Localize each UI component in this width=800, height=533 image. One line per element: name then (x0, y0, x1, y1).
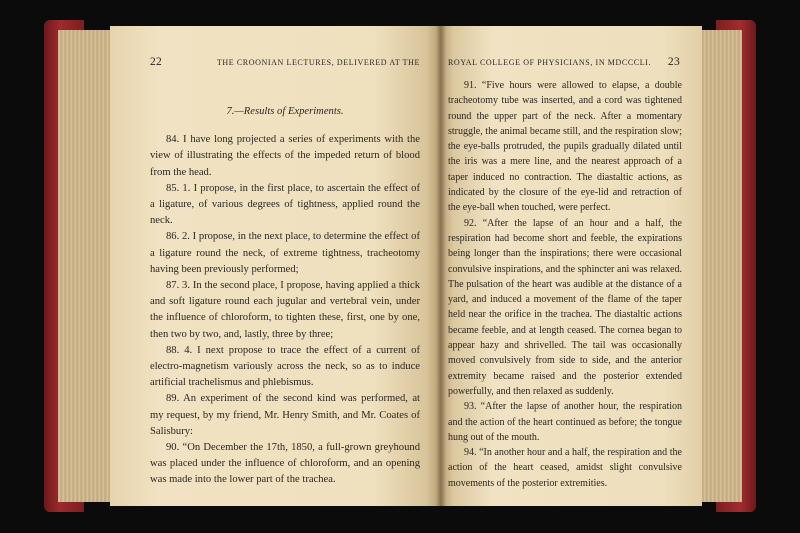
open-book (44, 20, 756, 512)
paragraph-85: 85. 1. I propose, in the first place, to ascertain the effect of a ligature, of various degrees of tightness, applied round the neck. (150, 182, 420, 227)
left-page (110, 26, 440, 506)
paragraph-94: 94. “In another hour and a half, the respiration and the action of the heart ceased, amidst slight convulsive movements of the posterior extremities. (448, 447, 682, 489)
right-running-head: ROYAL COLLEGE OF PHYSICIANS, IN MDCCCLI. (448, 58, 652, 67)
paragraph-87: 87. 3. In the second place, I propose, having applied a thick and soft ligature round each jugular and vertebral vein, under the influence of chloroform, to tighten these, first, one by one, then two by two, and, lastly, three by three; (150, 280, 420, 340)
left-page-header (150, 56, 420, 68)
paragraph-84: 84. I have long projected a series of experiments with the view of illustrating the effects of the impeded return of blood from the head. (150, 134, 420, 178)
left-running-head: THE CROONIAN LECTURES, DELIVERED AT THE (216, 58, 420, 67)
left-page-body (150, 104, 420, 489)
paragraph-86: 86. 2. I propose, in the next place, to determine the effect of a ligature round the neck, of extreme tightness, tracheotomy having been previously performed; (150, 231, 420, 275)
right-page-number: 23 (667, 56, 680, 68)
book-gutter (436, 26, 446, 506)
right-page-header (448, 56, 680, 68)
paragraph-90: 90. “On December the 17th, 1850, a full-grown greyhound was placed under the influence of chloroform, and an opening was made into the lower part of the trachea. (150, 442, 420, 486)
right-page-body (448, 78, 682, 491)
paragraph-88: 88. 4. I next propose to trace the effect of a current of electro-magnetism variously across the neck, so as to induce artificial trachelismus and phlebismus. (150, 344, 420, 389)
paragraph-89: 89. An experiment of the second kind was performed, at my request, by my friend, Mr. Henry Smith, and Mr. Coates of Salisbury: (150, 393, 420, 437)
left-page-number: 22 (150, 56, 163, 68)
right-page (440, 26, 702, 506)
page-edges-left (58, 30, 118, 502)
section-title: 7.—Results of Experiments. (226, 106, 344, 117)
paragraph-92: 92. “After the lapse of an hour and a half, the respiration had become short and feeble, the expirations being longer than the inspirations; there were occasional convulsive inspirations, and the sphincter ani was relaxed. The pulsation of the heart was audible at the distance of a yard, and induced a movement of the flame of the taper held near the orifice in the trachea. The diastaltic actions became feeble, and at length ceased. The cornea began to appear hazy and shrivelled. The tail was occasionally moved convulsively from side to side, and the anterior extremity became raised and the posterior extended powerfully, and then relaxed as suddenly. (448, 217, 682, 397)
paragraph-93: 93. “After the lapse of another hour, the respiration and the action of the heart continued as before; the tongue hung out of the mouth. (448, 401, 682, 443)
paragraph-91: 91. “Five hours were allowed to elapse, a double tracheotomy tube was inserted, and a cord was tightened round the upper part of the neck. After a momentary struggle, the animal became still, and the respiration slow; the eye-balls protruded, the pupils gradually dilated until the iris was a mere line, and the nearest approach of a taper induced no contraction. The diastaltic actions, as indicated by the closure of the eye-lid and retraction of the eye-ball when touched, were perfect. (448, 80, 682, 214)
